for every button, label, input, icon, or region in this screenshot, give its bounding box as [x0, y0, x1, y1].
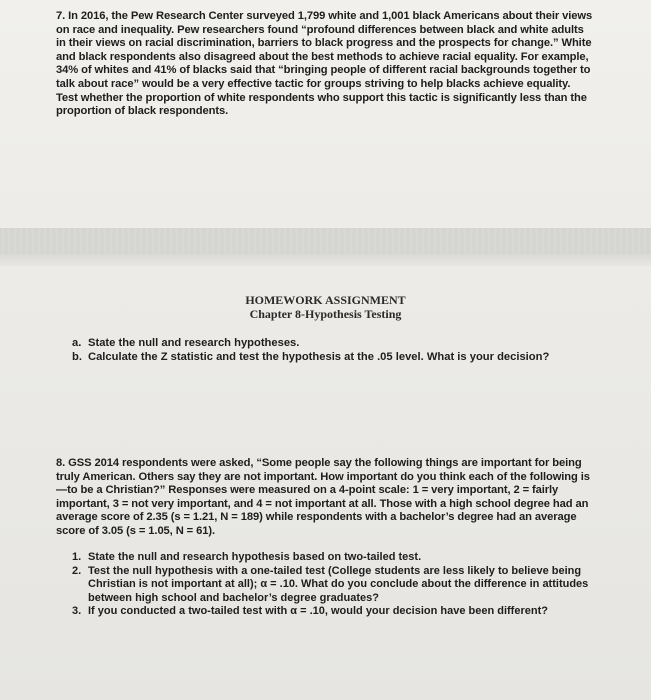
part-marker: 2. — [72, 564, 82, 577]
part-marker: 1. — [72, 551, 82, 563]
question-8-part-2 — [72, 565, 612, 606]
part-text: State the null and research hypotheses. — [88, 337, 300, 349]
page-fold-shadow — [0, 228, 651, 254]
part-marker: a. — [72, 337, 82, 349]
part-text: Test the null hypothesis with a one-tailed test (College students are less likely to believe being Christian is not important at all); α = .10. What do you conclude about the difference in attitudes between high school and bachelor’s degree graduates? — [88, 564, 589, 604]
part-text: If you conducted a two-tailed test with α = .10, would your decision have been different? — [88, 605, 548, 618]
question-8-parts — [72, 551, 612, 619]
question-7-parts — [72, 337, 612, 364]
question-7-text: 7. In 2016, the Pew Research Center surveyed 1,799 white and 1,001 black Americans about their views on race and inequality. Pew researchers found “profound differences between black and white adults in their views on racial discrimination, barriers to black progress and the prospects for change.” White and black respondents also disagreed about the best methods to achieve racial equality. For example, 34% of whites and 41% of blacks said that “bringing people of different racial backgrounds together to talk about race” would be a very effective tactic for groups striving to help blacks achieve equality. Test whether the proportion of white respondents who support this tactic is significantly less than the proportion of black respondents. — [56, 10, 593, 118]
part-marker: b. — [72, 350, 82, 363]
homework-title: HOMEWORK ASSIGNMENT — [245, 293, 406, 307]
question-7-part-b — [72, 351, 612, 365]
question-8-part-3 — [72, 605, 612, 619]
question-7-part-a — [72, 337, 612, 351]
part-marker: 3. — [72, 605, 82, 618]
question-8-text: 8. GSS 2014 respondents were asked, “Some people say the following things are important for being truly American. Others say they are not important. How important do you think each of the following is—to be a Christian?” Responses were measured on a 4-point scale: 1 = very important, 2 = fairly important, 3 = not very important, and 4 = not important at all. Those with a high school degree had an average score of 2.35 (s = 1.21, N = 189) while respondents with a bachelor’s degree had an average score of 3.05 (s = 1.05, N = 61). — [56, 457, 590, 537]
part-text: Calculate the Z statistic and test the hypothesis at the .05 level. What is your decision? — [88, 350, 550, 363]
page-fold-edge — [0, 254, 651, 266]
part-text: State the null and research hypothesis based on two-tailed test. — [88, 551, 422, 563]
question-8-part-1 — [72, 551, 612, 565]
homework-subtitle: Chapter 8-Hypothesis Testing — [249, 307, 402, 321]
